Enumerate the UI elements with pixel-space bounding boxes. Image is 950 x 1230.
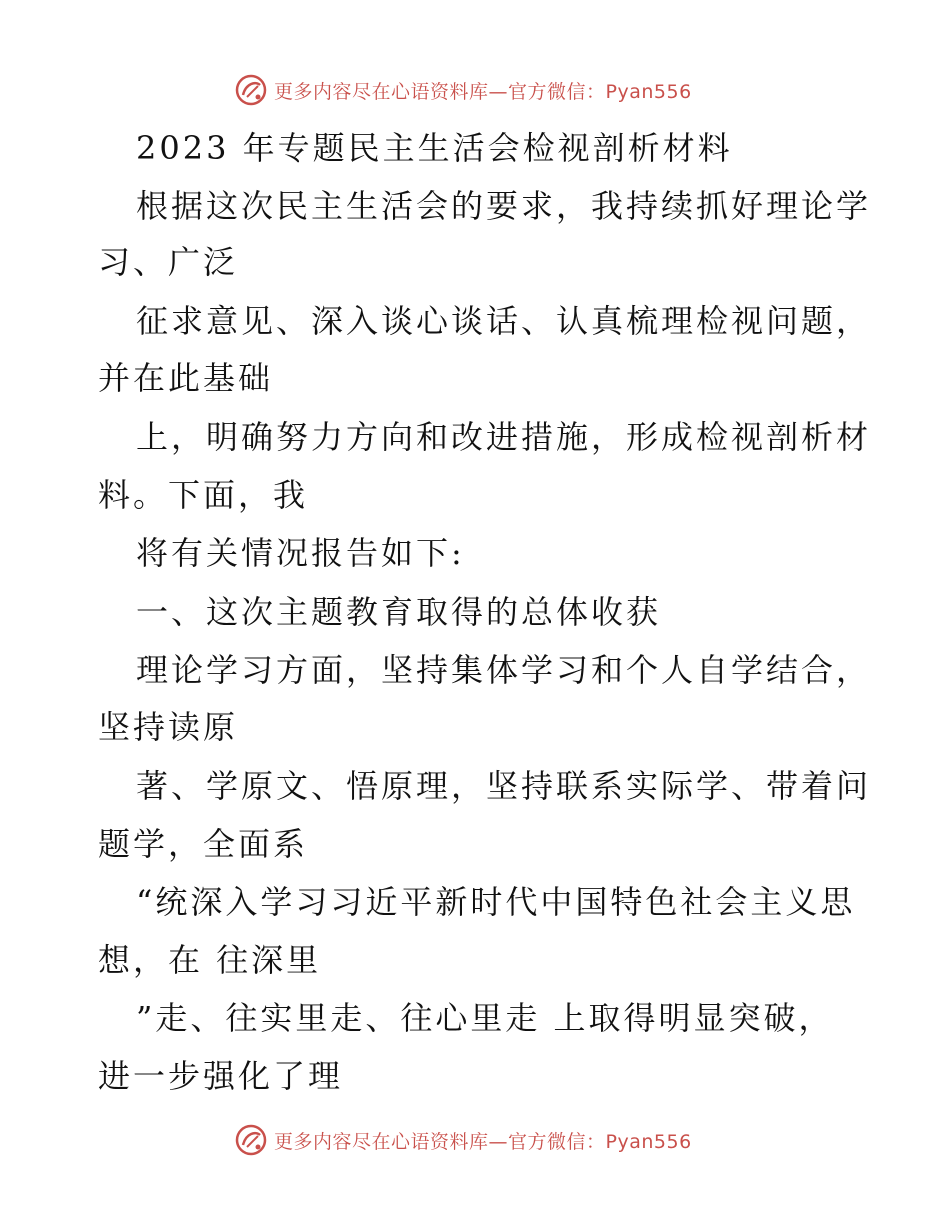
text-line: “统深入学习习近平新时代中国特色社会主义思 [136,883,856,921]
header-watermark [234,70,692,110]
text-line: 征求意见、深入谈心谈话、认真梳理检视问题， [136,302,872,340]
text-line: 著、学原文、悟原理，坚持联系实际学、带着问 [136,767,872,805]
text-line: 进一步强化了理 [98,1057,344,1095]
text-line: 并在此基础 [98,359,274,397]
brand-logo-icon [234,1123,268,1157]
document-title: 2023 年专题民主生活会检视剖析材料 [136,129,733,167]
text-line: 题学，全面系 [98,825,309,863]
watermark-text: 更多内容尽在心语资料库—官方微信：Pyan556 [274,1130,692,1153]
brand-logo-icon [234,73,268,107]
text-line: 上，明确努力方向和改进措施，形成检视剖析材 [136,418,872,456]
text-line: 习、广泛 [98,243,239,281]
footer-watermark [234,1120,692,1160]
watermark-text: 更多内容尽在心语资料库—官方微信：Pyan556 [274,80,692,103]
text-line: 坚持读原 [98,708,239,746]
text-line: 想，在 往深里 [98,941,322,979]
text-line: 理论学习方面，坚持集体学习和个人自学结合， [136,651,872,689]
section-heading: 一、这次主题教育取得的总体收获 [136,593,662,631]
text-line: 将有关情况报告如下: [136,534,465,572]
text-line: 料。下面，我 [98,476,309,514]
text-line: 根据这次民主生活会的要求，我持续抓好理论学 [136,187,872,225]
text-line: ”走、往实里走、往心里走 上取得明显突破， [136,999,834,1037]
